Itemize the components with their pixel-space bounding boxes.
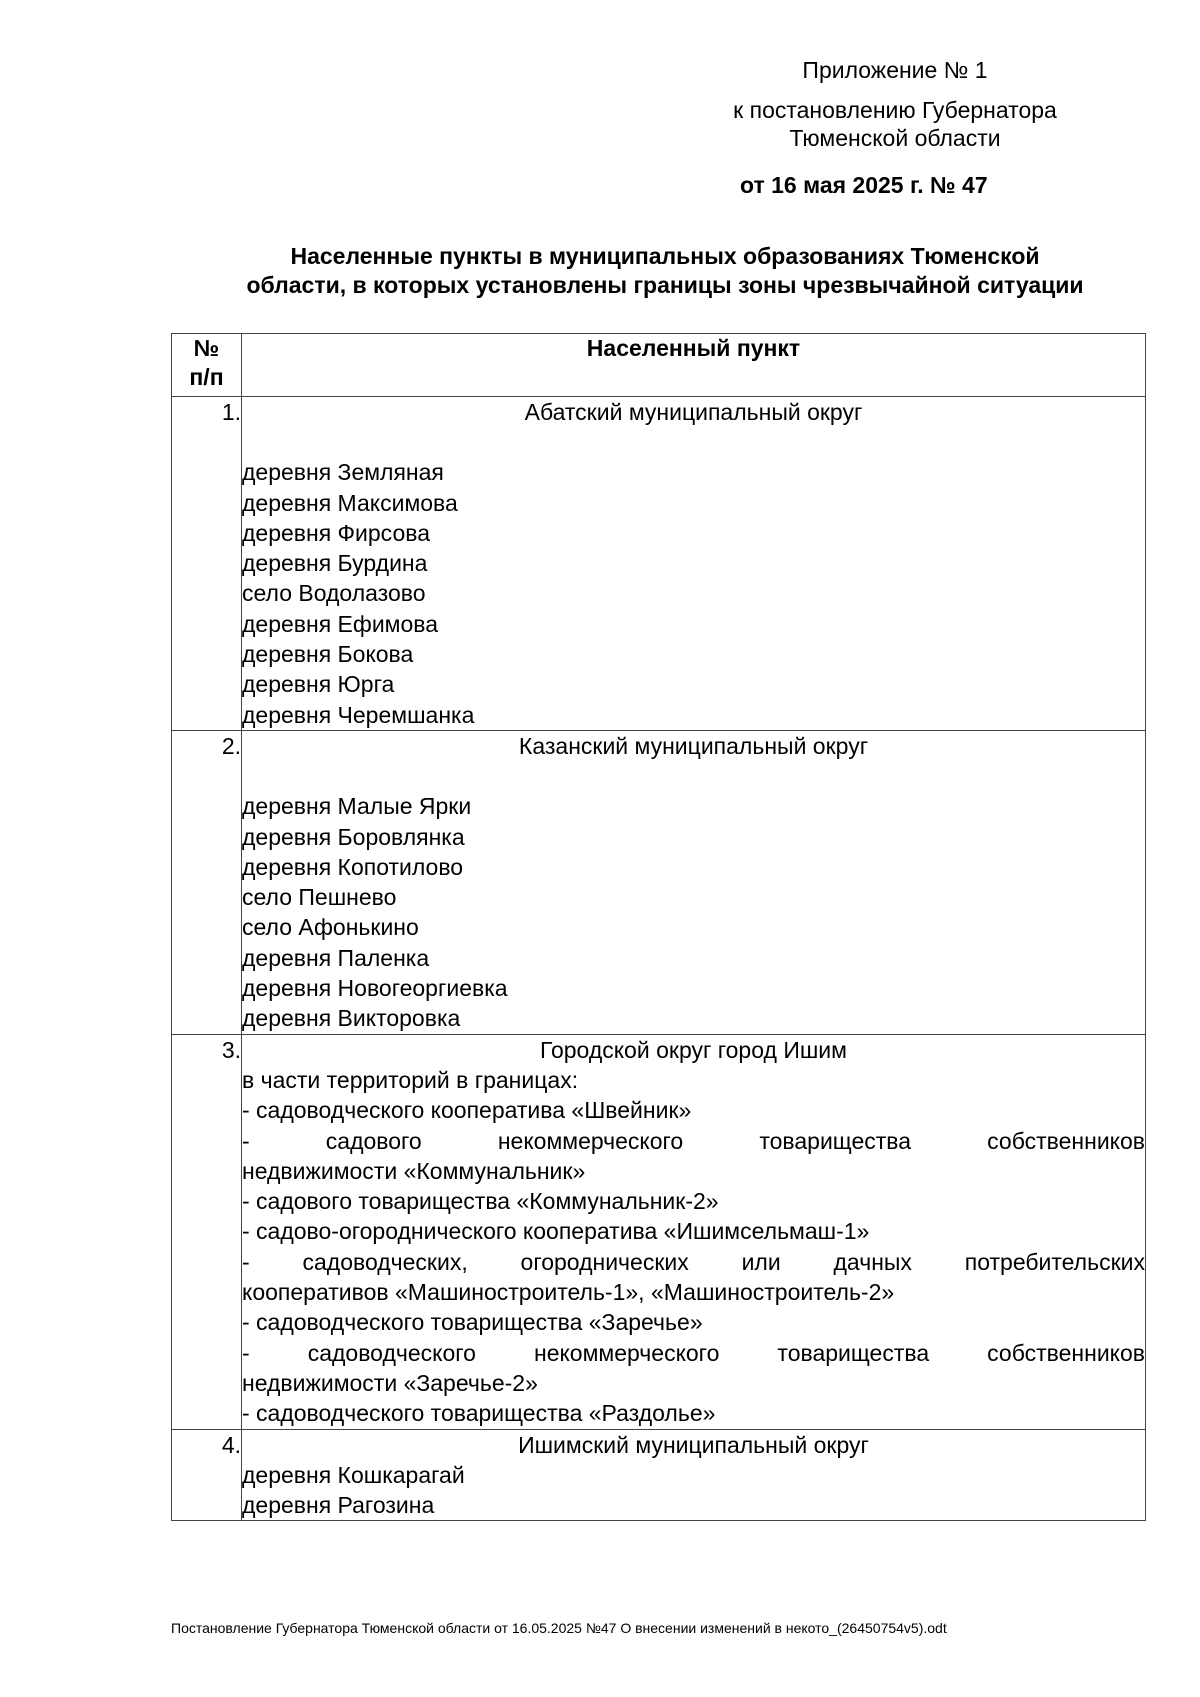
- row-number: 3.: [172, 1034, 242, 1429]
- district-name: Городской округ город Ишим: [540, 1036, 847, 1063]
- document-title: [170, 242, 1160, 300]
- title-line-1: Населенные пункты в муниципальных образованиях Тюменской: [290, 243, 1040, 269]
- table-row: [172, 1034, 1146, 1429]
- row-number: 2.: [172, 730, 242, 1034]
- list-item: - садово-огороднического кооператива «Ишимсельмаш-1»: [242, 1218, 870, 1245]
- list-item: деревня Юрга: [242, 671, 395, 698]
- list-item: недвижимости «Заречье-2»: [242, 1369, 538, 1396]
- column-name-header: Населенный пункт: [242, 334, 1146, 397]
- table-row: [172, 1429, 1146, 1521]
- header-line-2: Тюменской области: [789, 125, 1001, 151]
- list-item: село Афонькино: [242, 914, 419, 941]
- list-item: деревня Бокова: [242, 641, 414, 668]
- list-item: деревня Кошкарагай: [242, 1461, 465, 1488]
- district-name: Казанский муниципальный округ: [518, 732, 869, 759]
- table-row: [172, 397, 1146, 731]
- list-item: село Пешнево: [242, 884, 397, 911]
- row-content: [242, 1034, 1146, 1429]
- settlements-table: [171, 333, 1146, 1521]
- footer-filename: Постановление Губернатора Тюменской области от 16.05.2025 №47 О внесении изменений в некото_(26450754v5).odt: [171, 1620, 947, 1636]
- list-item: - садоводческого товарищества «Раздолье»: [242, 1400, 716, 1427]
- list-item: деревня Копотилово: [242, 853, 464, 880]
- row-number: 4.: [172, 1429, 242, 1521]
- column-number-label-2: п/п: [189, 364, 224, 390]
- row-content: [242, 1429, 1146, 1521]
- document-date: от 16 мая 2025 г. № 47: [740, 172, 988, 198]
- title-line-2: области, в которых установлены границы зоны чрезвычайной ситуации: [246, 272, 1084, 298]
- list-item: деревня Ефимова: [242, 610, 439, 637]
- list-item: - садоводческого кооператива «Швейник»: [242, 1097, 692, 1124]
- list-item: - садоводческого некоммерческого товарищества собственников: [242, 1339, 1145, 1366]
- row-content: [242, 397, 1146, 731]
- list-item: деревня Фирсова: [242, 519, 430, 546]
- district-name: Ишимский муниципальный округ: [518, 1431, 869, 1458]
- list-item: деревня Новогеоргиевка: [242, 975, 508, 1002]
- list-item: - садового товарищества «Коммунальник-2»: [242, 1188, 719, 1215]
- list-item: деревня Земляная: [242, 459, 444, 486]
- list-item: деревня Рагозина: [242, 1492, 435, 1519]
- list-item: деревня Викторовка: [242, 1005, 461, 1032]
- column-number-header: [172, 334, 242, 397]
- list-item: недвижимости «Коммунальник»: [242, 1157, 586, 1184]
- header-line-1: к постановлению Губернатора: [733, 97, 1057, 123]
- list-item: деревня Бурдина: [242, 550, 428, 577]
- list-item: - садоводческих, огороднических или дачных потребительских: [242, 1248, 1145, 1275]
- table-row: [172, 730, 1146, 1034]
- district-name: Абатский муниципальный округ: [524, 399, 863, 425]
- header-block: [660, 56, 1130, 152]
- row-content: [242, 730, 1146, 1034]
- list-item: в части территорий в границах:: [242, 1066, 579, 1093]
- list-item: - садового некоммерческого товарищества собственников: [242, 1127, 1145, 1154]
- list-item: деревня Малые Ярки: [242, 793, 472, 820]
- list-item: село Водолазово: [242, 580, 426, 607]
- column-number-label-1: №: [193, 335, 220, 361]
- attachment-label: Приложение № 1: [802, 57, 988, 83]
- list-item: деревня Боровлянка: [242, 823, 465, 850]
- list-item: - садоводческого товарищества «Заречье»: [242, 1309, 703, 1336]
- list-item: деревня Максимова: [242, 489, 458, 516]
- list-item: деревня Паленка: [242, 944, 430, 971]
- table-header-row: [172, 334, 1146, 397]
- list-item: деревня Черемшанка: [242, 701, 475, 728]
- row-number: 1.: [172, 397, 242, 731]
- list-item: кооперативов «Машиностроитель-1», «Машиностроитель-2»: [242, 1279, 895, 1306]
